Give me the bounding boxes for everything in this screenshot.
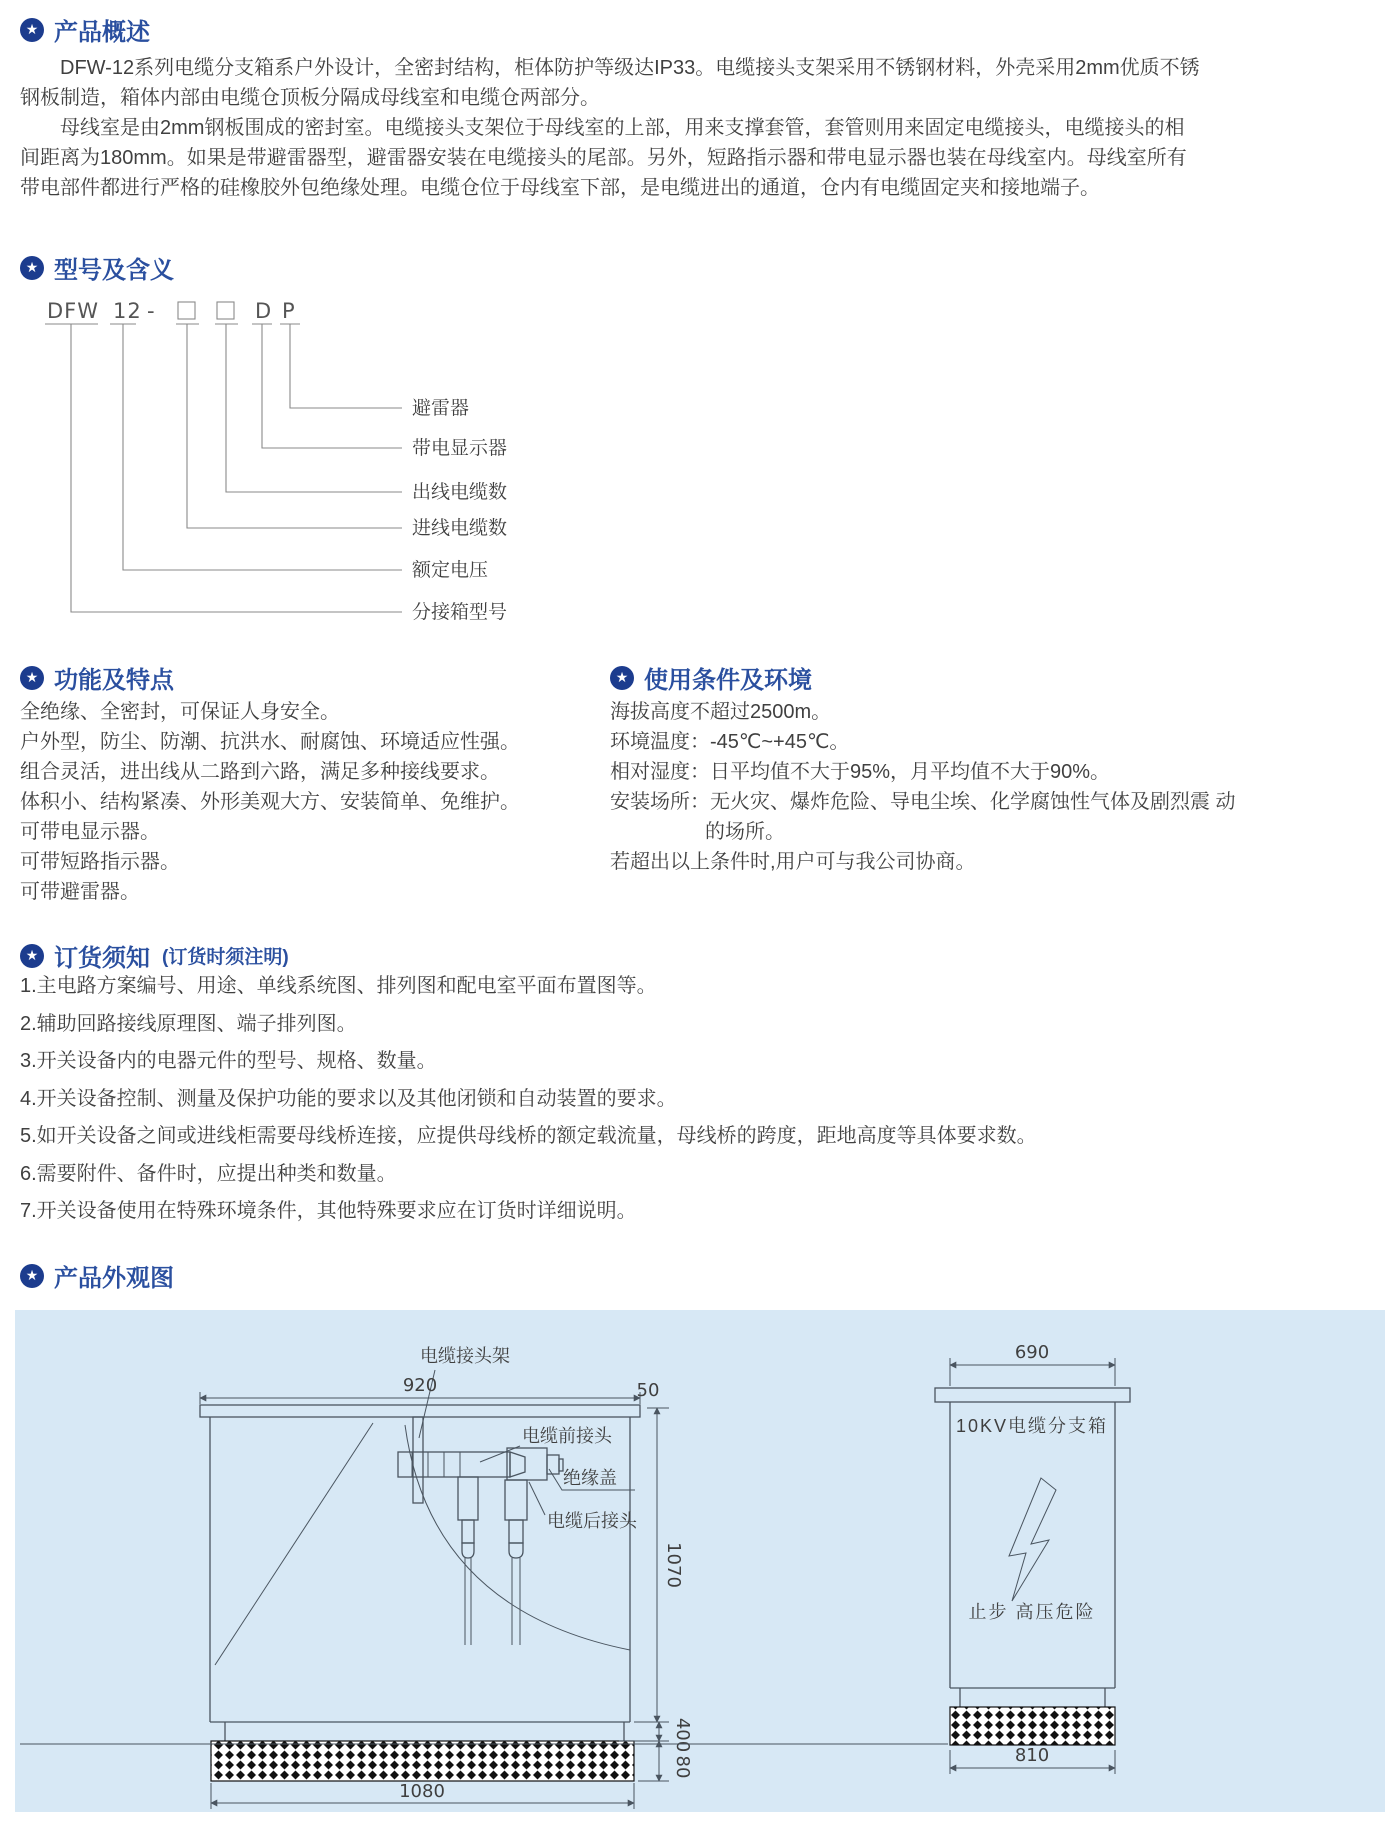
feature-item: 组合灵活，进出线从二路到六路，满足多种接线要求。 — [20, 761, 500, 783]
model-part-p: P — [282, 299, 296, 323]
cable-front-connector-label: 电缆前接头 — [522, 1426, 612, 1446]
dim-810: 810 — [1014, 1745, 1050, 1766]
cable-head-frame-label: 电缆接头架 — [420, 1346, 510, 1366]
foundation-base-left — [211, 1741, 634, 1781]
foundation-base-right — [950, 1707, 1115, 1745]
condition-line: 海拔高度不超过2500m。 — [610, 701, 832, 723]
section-star-icon: ★ — [20, 256, 44, 280]
dim-1080: 1080 — [399, 1781, 445, 1802]
feature-item: 体积小、结构紧凑、外形美观大方、安装简单、免维护。 — [20, 791, 520, 813]
condition-line: 若超出以上条件时,用户可与我公司协商。 — [610, 851, 976, 873]
overview-body — [20, 53, 1200, 203]
section-star-icon: ★ — [610, 666, 634, 690]
overview-paragraph: DFW-12系列电缆分支箱系户外设计，全密封结构，柜体防护等级达IP33。电缆接头支架采用不锈钢材料，外壳采用2mm优质不锈钢板制造，箱体内部由电缆仓顶板分隔成母线室和电缆仓两部分。 — [20, 57, 1200, 109]
ordering-list — [20, 968, 1300, 1231]
section-title: 产品概述 — [54, 19, 150, 46]
model-label-boxtype: 分接箱型号 — [412, 602, 508, 624]
model-placeholder-box — [178, 302, 195, 319]
model-part-d: D — [255, 299, 273, 323]
section-heading-model — [20, 250, 174, 285]
section-star-icon: ★ — [20, 666, 44, 690]
section-heading-conditions — [610, 660, 812, 695]
model-label-voltage: 额定电压 — [412, 560, 489, 582]
section-subtitle: (订货时须注明) — [162, 947, 289, 968]
section-star-icon: ★ — [20, 18, 44, 42]
compartment-partition-arc — [405, 1425, 630, 1650]
conditions-list — [610, 697, 1330, 877]
box-nameplate-text: 10KV电缆分支箱 — [955, 1416, 1109, 1436]
ordering-item: 5.如开关设备之间或进线柜需要母线桥连接，应提供母线桥的额定载流量，母线桥的跨度，距地高度等具体要求数。 — [20, 1125, 1037, 1147]
ordering-item: 7.开关设备使用在特殊环境条件，其他特殊要求应在订货时详细说明。 — [20, 1200, 637, 1222]
dim-690: 690 — [1014, 1342, 1050, 1363]
cabinet-lid — [200, 1405, 640, 1417]
cabinet-lid-front — [935, 1388, 1130, 1402]
section-title: 产品外观图 — [54, 1265, 174, 1292]
ordering-item: 6.需要附件、备件时，应提出种类和数量。 — [20, 1162, 397, 1185]
condition-line-continuation: 的场所。 — [705, 821, 785, 843]
lightning-bolt-icon — [1009, 1478, 1056, 1601]
bushing-segments — [412, 1452, 460, 1477]
model-part-dash: - — [147, 299, 156, 323]
dim-50: 50 — [636, 1380, 660, 1401]
section-star-icon: ★ — [20, 1264, 44, 1288]
interior-diagonal-line — [215, 1423, 373, 1665]
section-title: 订货须知 — [54, 945, 150, 972]
features-list — [20, 697, 600, 907]
model-code-diagram — [0, 288, 700, 638]
cable-rear-connector-label: 电缆后接头 — [547, 1511, 637, 1531]
cable-head-bracket — [413, 1417, 423, 1503]
appearance-technical-drawing — [15, 1310, 1385, 1812]
model-labels — [412, 397, 507, 623]
dim-80: 80 — [672, 1755, 693, 1779]
feature-item: 全绝缘、全密封，可保证人身安全。 — [20, 701, 340, 723]
appearance-drawing-panel — [15, 1310, 1385, 1812]
leader-line — [529, 1482, 545, 1515]
condition-line: 环境温度：-45℃~+45℃。 — [610, 731, 850, 753]
insulation-cover-label: 绝缘盖 — [563, 1468, 617, 1488]
overview-paragraph: 母线室是由2mm钢板围成的密封室。电缆接头支架位于母线室的上部，用来支撑套管，套管则用来固定电缆接头，电缆接头的相间距离为180mm。如果是带避雷器型，避雷器安装在电缆接头的尾部。另外，短路指示器和带电显示器也装在母线室内。母线室所有带电部件都进行严格的硅橡胶外包绝缘处理。电缆仓位于母线室下部，是电缆进出的通道，仓内有电缆固定夹和接地端子。 — [20, 117, 1187, 199]
high-voltage-warning-text: 止步 高压危险 — [968, 1602, 1096, 1622]
condition-line: 相对湿度：日平均值不大于95%，月平均值不大于90%。 — [610, 761, 1111, 783]
section-heading-features — [20, 660, 174, 695]
section-heading-appearance — [20, 1258, 174, 1293]
bushing-taper — [510, 1452, 525, 1477]
section-star-icon: ★ — [20, 944, 44, 968]
feature-item: 户外型，防尘、防潮、抗洪水、耐腐蚀、环境适应性强。 — [20, 731, 520, 753]
section-heading-overview — [20, 12, 150, 47]
dim-1070: 1070 — [663, 1542, 684, 1588]
feature-item: 可带电显示器。 — [20, 821, 160, 843]
condition-line: 安装场所：无火灾、爆炸危险、导电尘埃、化学腐蚀性气体及剧烈震 动 — [610, 791, 1236, 813]
section-title: 型号及含义 — [54, 257, 174, 284]
right-cabinet-front-view — [935, 1342, 1130, 1774]
section-title: 功能及特点 — [54, 667, 174, 694]
ordering-item: 4.开关设备控制、测量及保护功能的要求以及其他闭锁和自动装置的要求。 — [20, 1087, 677, 1110]
model-label-display: 带电显示器 — [412, 438, 508, 460]
feature-item: 可带短路指示器。 — [20, 851, 180, 873]
left-cabinet-section-view — [200, 1346, 693, 1809]
model-label-incoming: 进线电缆数 — [412, 518, 508, 540]
dim-400: 400 — [672, 1717, 693, 1753]
model-connector-lines — [71, 324, 402, 612]
insulation-cap — [547, 1455, 559, 1474]
model-placeholder-box — [217, 302, 234, 319]
ordering-item: 1.主电路方案编号、用途、单线系统图、排列图和配电室平面布置图等。 — [20, 975, 657, 997]
rear-cable-assembly — [505, 1480, 527, 1645]
model-part-dfw: DFW — [47, 299, 100, 323]
ordering-item: 3.开关设备内的电器元件的型号、规格、数量。 — [20, 1050, 437, 1072]
model-label-outgoing: 出线电缆数 — [412, 482, 508, 504]
section-title: 使用条件及环境 — [644, 667, 812, 694]
front-cable-assembly — [458, 1477, 478, 1645]
ordering-item: 2.辅助回路接线原理图、端子排列图。 — [20, 1012, 357, 1035]
model-part-voltage: 12 — [113, 299, 142, 323]
model-label-arrester: 避雷器 — [412, 398, 470, 420]
dim-920: 920 — [402, 1375, 438, 1396]
feature-item: 可带避雷器。 — [20, 881, 140, 903]
